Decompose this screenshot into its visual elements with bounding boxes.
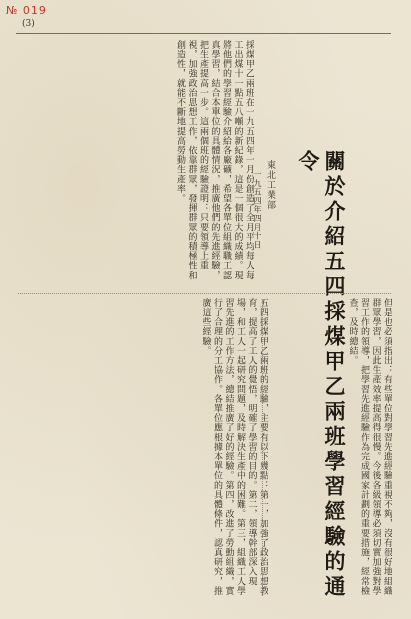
horizontal-divider (18, 293, 391, 294)
body-text-lower-left: 五四採煤甲乙兩班的經驗，主要有以下幾點：第一，加強了政治思想教育，提高了工人的覺悟，明確了學習的目的。第二，領導幹部深入現場，和工人一起研究問題，及時解決生產中的困難。第三，組織工人學習先進的工作方法，總結推廣了好的經驗。第四，改進了勞動組織，實行了合理的分工協作。各單位應根據本單位的具體條件，認真研究，推廣這些經驗。 (200, 298, 268, 596)
page-number: (3) (22, 19, 35, 29)
body-text-upper: 採煤甲乙兩班在一九五四年一月份創造了全月平均每人每工出煤十一點五八噸的新紀錄，這是一個很大的成績。現將他們的學習經驗介紹給各廠礦，希望各單位組織職工認真學習，結合本單位的具體情況，推廣他們的先進經驗，把生產提高一步。這兩個班的經驗證明：只要領導上重視，加強政治思想工作，依靠群眾，發揮群眾的積極性和創造性，就能不斷地提高勞動生產率。 (175, 40, 254, 280)
vertical-divider (262, 300, 263, 596)
document-title: 關於介紹五四採煤甲乙兩班學習經驗的通令 (296, 150, 347, 600)
document-number: № 019 (6, 4, 47, 17)
top-rule (16, 33, 391, 34)
issue-date: 一九五四年四月十日 (253, 170, 262, 250)
issuing-organization: 東北工業部 (265, 160, 275, 210)
body-text-lower-right: 但是也必須指出：有些單位對學習先進經驗重視不夠，沒有很好地組織群眾學習，因此生產效率提高得很慢。今後各級領導必須切實加強對學習工作的領導，把學習先進經驗作為完成國家計劃的重要措施，經常檢查，及時總結。 (347, 298, 392, 596)
